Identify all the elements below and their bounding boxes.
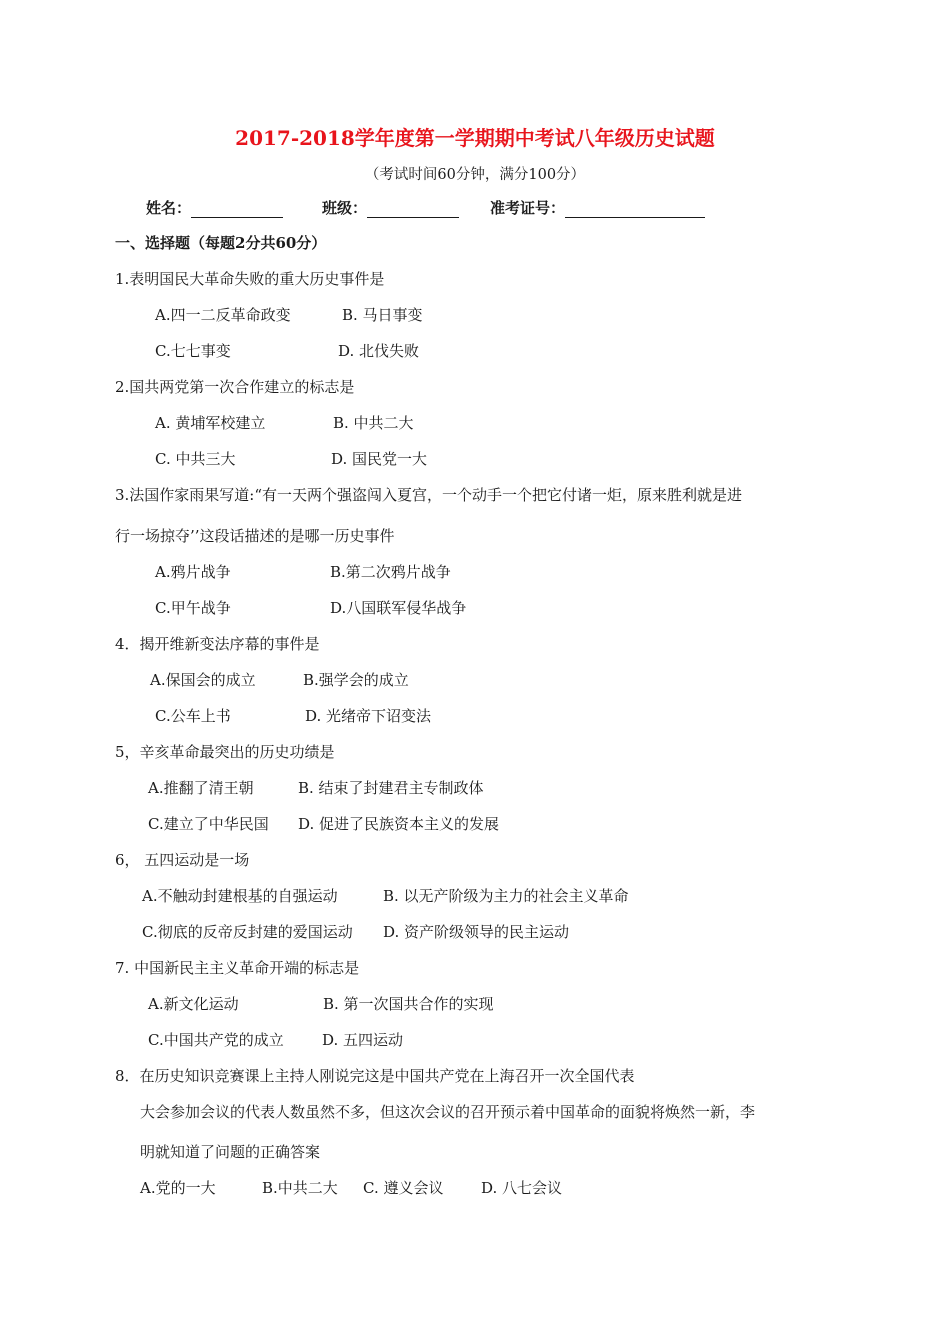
question-stem-line3: 明就知道了问题的正确答案 (140, 1143, 321, 1161)
question-stem-line2: 行一场掠夺’’这段话描述的是哪一历史事件 (115, 527, 395, 545)
option-d: D. 国民党一大 (331, 450, 428, 468)
option-b: B. 中共二大 (333, 414, 414, 432)
option-b: B. 结束了封建君主专制政体 (298, 779, 484, 797)
section-title: 一、选择题（每题2分共60分） (115, 234, 327, 252)
exam-id-label: 准考证号： (490, 199, 566, 217)
name-field (146, 197, 283, 218)
name-blank (191, 201, 283, 218)
question-stem: 1.表明国民大革命失败的重大历史事件是 (115, 270, 385, 288)
option-d: D. 促进了民族资本主义的发展 (298, 815, 500, 833)
option-a: A.不触动封建根基的自强运动 (142, 887, 338, 905)
option-c: C.公车上书 (155, 707, 231, 725)
option-c: C.中国共产党的成立 (148, 1031, 284, 1049)
option-b: B.中共二大 (262, 1179, 338, 1197)
question-stem-line1: 8．在历史知识竞赛课上主持人刚说完这是中国共产党在上海召开一次全国代表 (115, 1067, 635, 1085)
option-c: C.七七事变 (155, 342, 231, 360)
option-d: D. 北伐失败 (338, 342, 420, 360)
option-c: C. 遵义会议 (363, 1179, 444, 1197)
option-a: A.四一二反革命政变 (155, 306, 291, 324)
option-b: B. 第一次国共合作的实现 (323, 995, 494, 1013)
question-stem-line1: 3.法国作家雨果写道:“有一天两个强盗闯入夏宫，一个动手一个把它付诸一炬，原来胜利就是进 (115, 486, 743, 504)
question-stem: 6， 五四运动是一场 (115, 851, 250, 869)
exam-title: 2017-2018学年度第一学期期中考试八年级历史试题 (235, 126, 715, 150)
option-d: D. 光绪帝下诏变法 (305, 707, 432, 725)
option-c: C.甲午战争 (155, 599, 231, 617)
name-label: 姓名： (146, 199, 192, 217)
option-c: C. 中共三大 (155, 450, 236, 468)
question-stem: 4．揭开维新变法序幕的事件是 (115, 635, 320, 653)
option-b: B. 马日事变 (342, 306, 423, 324)
option-b: B. 以无产阶级为主力的社会主义革命 (383, 887, 629, 905)
exam-subtitle: （考试时间60分钟，满分100分） (364, 167, 586, 183)
class-blank (367, 201, 459, 218)
option-a: A.保国会的成立 (150, 671, 256, 689)
class-field (322, 197, 459, 218)
option-d: D.八国联军侵华战争 (330, 599, 467, 617)
question-stem-line2: 大会参加会议的代表人数虽然不多，但这次会议的召开预示着中国革命的面貌将焕然一新，李 (140, 1103, 756, 1121)
option-c: C.建立了中华民国 (148, 815, 269, 833)
question-stem: 5，辛亥革命最突出的历史功绩是 (115, 743, 335, 761)
option-a: A.党的一大 (140, 1179, 216, 1197)
option-c: C.彻底的反帝反封建的爱国运动 (142, 923, 353, 941)
option-d: D. 八七会议 (481, 1179, 563, 1197)
exam-id-blank (565, 201, 705, 218)
class-label: 班级： (322, 199, 368, 217)
option-a: A.鸦片战争 (155, 563, 231, 581)
option-a: A.新文化运动 (148, 995, 239, 1013)
option-a: A. 黄埔军校建立 (155, 414, 266, 432)
option-d: D. 五四运动 (322, 1031, 404, 1049)
option-b: B.第二次鸦片战争 (330, 563, 451, 581)
question-stem: 7. 中国新民主主义革命开端的标志是 (115, 959, 360, 977)
exam-id-field (490, 197, 705, 218)
option-d: D. 资产阶级领导的民主运动 (383, 923, 570, 941)
option-a: A.推翻了清王朝 (148, 779, 254, 797)
question-stem: 2.国共两党第一次合作建立的标志是 (115, 378, 355, 396)
option-b: B.强学会的成立 (303, 671, 409, 689)
